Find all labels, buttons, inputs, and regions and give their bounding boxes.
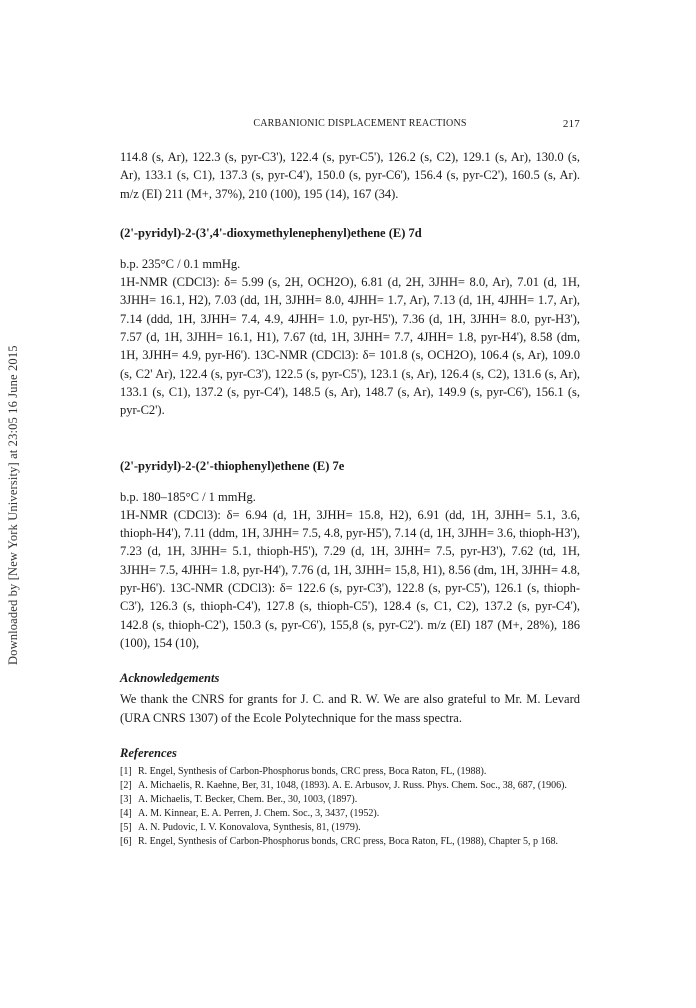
download-watermark: Downloaded by [New York University] at 23:05 16 June 2015 bbox=[6, 345, 20, 665]
nmr-continuation-paragraph: 114.8 (s, Ar), 122.3 (s, pyr-C3'), 122.4 (s, pyr-C5'), 126.2 (s, C2), 129.1 (s, Ar), 130.0 (s, Ar), 133.1 (s, C1), 137.3 (s, pyr-C4'), 150.0 (s, pyr-C6'), 156.4 (s, pyr-C2'), 160.5 (s, Ar). m/z (EI) 211 (M+, 37%), 210 (100), 195 (14), 167 (34). bbox=[120, 150, 580, 201]
compound-7d-heading: (2'-pyridyl)-2-(3',4'-dioxymethylenephenyl)ethene (E) 7d bbox=[120, 225, 422, 240]
reference-item: [1] R. Engel, Synthesis of Carbon-Phosphorus bonds, CRC press, Boca Raton, FL, (1988). bbox=[120, 765, 487, 777]
reference-item: [5] A. N. Pudovic, I. V. Konovalova, Synthesis, 81, (1979). bbox=[120, 821, 361, 833]
compound-7d-boiling-point: b.p. 235°C / 0.1 mmHg. bbox=[120, 256, 241, 271]
page-body bbox=[120, 148, 580, 849]
compound-7d-nmr-data: 1H-NMR (CDCl3): δ= 5.99 (s, 2H, OCH2O), 6.81 (d, 2H, 3JHH= 8.0, Ar), 7.01 (d, 1H, 3JHH= 16.1, H2), 7.03 (dd, 1H, 3JHH= 8.0, 4JHH= 1.7, Ar), 7.13 (d, 1H, 4JHH= 1.7, Ar), 7.14 (ddd, 1H, 3JHH= 7.4, 4.9, 4JHH= 1.0, pyr-H5'), 7.36 (d, 1H, 3JHH= 8.0, pyr-H3'), 7.57 (d, 1H, 3JHH= 16.1, H1), 7.67 (td, 1H, 3JHH= 7.7, 4JHH= 1.8, pyr-H4'), 8.58 (dm, 1H, 3JHH= 4.9, pyr-H6'). 13C-NMR (CDCl3): δ= 101.8 (s, OCH2O), 106.4 (s, Ar), 109.0 (s, C2' Ar), 122.4 (s, pyr-C3'), 122.5 (s, pyr-C5'), 123.1 (s, Ar), 126.4 (s, C2), 131.6 (s, Ar), 133.1 (s, C1), 137.2 (s, pyr-C4'), 148.5 (s, Ar), 148.7 (s, Ar), 149.9 (s, pyr-C6'), 156.1 (s, pyr-C2'). bbox=[120, 275, 580, 418]
reference-item: [6] R. Engel, Synthesis of Carbon-Phosphorus bonds, CRC press, Boca Raton, FL, (1988), Chapter 5, p 168. bbox=[120, 835, 558, 847]
reference-item: [3] A. Michaelis, T. Becker, Chem. Ber., 30, 1003, (1897). bbox=[120, 793, 358, 805]
compound-7e-nmr-data: 1H-NMR (CDCl3): δ= 6.94 (d, 1H, 3JHH= 15.8, H2), 6.91 (dd, 1H, 3JHH= 5.1, 3.6, thioph-H4'), 7.11 (ddm, 1H, 3JHH= 7.5, 4.8, pyr-H5'), 7.14 (d, 1H, 3JHH= 3.6, thioph-H3'), 7.23 (d, 1H, 3JHH= 5.1, thioph-H5'), 7.29 (d, 1H, 3JHH= 7.5, pyr-H3'), 7.62 (td, 1H, 3JHH= 7.5, 4JHH= 1.8, pyr-H4'), 7.76 (d, 1H, 3JHH= 15,8, H1), 8.56 (dm, 1H, 3JHH= 4.8, pyr-H6'). 13C-NMR (CDCl3): δ= 122.6 (s, pyr-C3'), 122.8 (s, pyr-C5'), 126.1 (s, thioph-C3'), 126.3 (s, thioph-C4'), 127.8 (s, thioph-C5'), 128.4 (s, C1, C2), 137.2 (s, pyr-C4'), 142.8 (s, thioph-C2'), 150.3 (s, pyr-C6'), 155,8 (s, pyr-C2'). m/z (EI) 187 (M+, 28%), 186 (100), 154 (10), bbox=[120, 507, 580, 650]
reference-item: [2] A. Michaelis, R. Kaehne, Ber, 31, 1048, (1893). A. E. Arbusov, J. Russ. Phys. Chem. Soc., 38, 687, (1906). bbox=[120, 779, 567, 791]
acknowledgements-heading: Acknowledgements bbox=[120, 671, 220, 686]
references-list bbox=[120, 765, 580, 848]
acknowledgements-text: We thank the CNRS for grants for J. C. and R. W. We are also grateful to Mr. M. Levard (URA CNRS 1307) of the Ecole Polytechnique for the mass spectra. bbox=[120, 692, 580, 725]
compound-7e-heading: (2'-pyridyl)-2-(2'-thiophenyl)ethene (E) 7e bbox=[120, 458, 345, 473]
compound-7e-boiling-point: b.p. 180–185°C / 1 mmHg. bbox=[120, 489, 256, 504]
page-number: 217 bbox=[562, 118, 580, 130]
running-header bbox=[120, 118, 580, 129]
references-heading: References bbox=[120, 745, 177, 760]
reference-item: [4] A. M. Kinnear, E. A. Perren, J. Chem. Soc., 3, 3437, (1952). bbox=[120, 807, 380, 819]
running-title: CARBANIONIC DISPLACEMENT REACTIONS bbox=[253, 118, 467, 129]
